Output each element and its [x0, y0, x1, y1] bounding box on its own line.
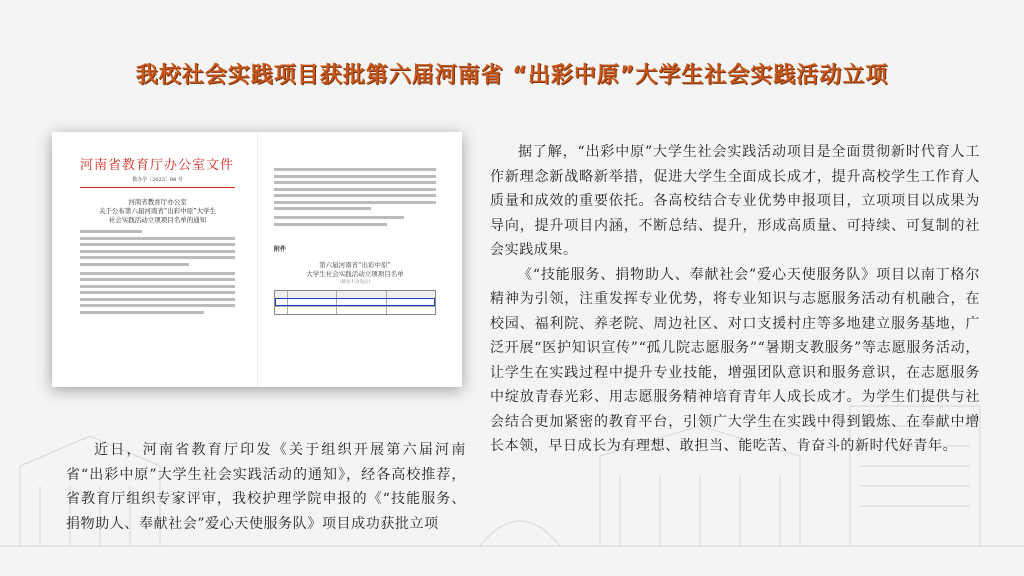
- annex-title-line: 第六届河南省“出彩中原”: [319, 260, 391, 269]
- notice-title: [80, 198, 235, 225]
- table-row: [275, 291, 435, 298]
- slide-title: 我校社会实践项目获批第六届河南省 “出彩中原”大学生社会实践活动立项: [135, 63, 889, 88]
- project-list-table: [274, 290, 436, 315]
- notice-title-line: 关于公布第六届河南省“出彩中原”大学生: [98, 207, 217, 215]
- annex-title-line: 大学生社会实践活动立项项目名单: [306, 269, 404, 278]
- annex-title: [274, 261, 436, 279]
- table-row: [275, 306, 435, 314]
- attachment-label: 附件: [274, 245, 287, 253]
- intro-paragraph-text: 近日，河南省教育厅印发《关于组织开展第六届河南省“出彩中原”大学生社会实践活动的通知》，经各高校推荐，省教育厅组织专家评审，我校护理学院申报的《“技能服务、捐物助人、奉献社会”爱心天使服务队》项目成功获批立项: [66, 442, 466, 532]
- details-paragraph-1: 据了解，“出彩中原”大学生社会实践活动项目是全面贯彻新时代育人工作新理念新战略新举措，促进大学生全面成长成才，提升高校学生工作育人质量和成效的重要依托。各高校结合专业优势申报项目，立项项目以成果为导向，提升项目内涵，不断总结、提升，形成高质量、可持续、可复制的社会实践成果。: [490, 144, 980, 258]
- document-number: 教办学〔2023〕98 号: [132, 177, 183, 183]
- notice-body-text: [80, 230, 235, 314]
- document-page-left: [52, 132, 257, 387]
- details-text: [490, 140, 980, 459]
- table-row-highlighted: [275, 298, 435, 306]
- official-document-image: [52, 132, 462, 387]
- notice-title-line: 社会实践活动立项项目名单的通知: [108, 216, 207, 224]
- annex-subtitle: （排名不分先后）: [337, 279, 373, 285]
- notice-title-line: 河南省教育厅办公室: [128, 198, 187, 206]
- document-header: 河南省教育厅办公室文件: [80, 158, 235, 173]
- intro-paragraph: [66, 438, 466, 536]
- document-red-rule: [80, 187, 235, 188]
- details-paragraph-2: 《“技能服务、捐物助人、奉献社会”爱心天使服务队》项目以南丁格尔精神为引领，注重发挥专业优势，将专业知识与志愿服务活动有机融合，在校园、福利院、养老院、周边社区、对口支援村庄等多地建立服务基地，广泛开展“医护知识宣传”“孤儿院志愿服务”“暑期支教服务”等志愿服务活动，让学生在实践过程中提升专业技能，增强团队意识和服务意识，在志愿服务中绽放青春光彩、用志愿服务精神培育青年人成长成才。为学生们提供与社会结合更加紧密的教育平台，引领广大学生在实践中得到锻炼、在奉献中增长本领，早日成长为有理想、敢担当、能吃苦、肯奋斗的新时代好青年。: [490, 266, 980, 454]
- notice-body-text-continued: [274, 168, 436, 226]
- document-page-right: [257, 132, 462, 387]
